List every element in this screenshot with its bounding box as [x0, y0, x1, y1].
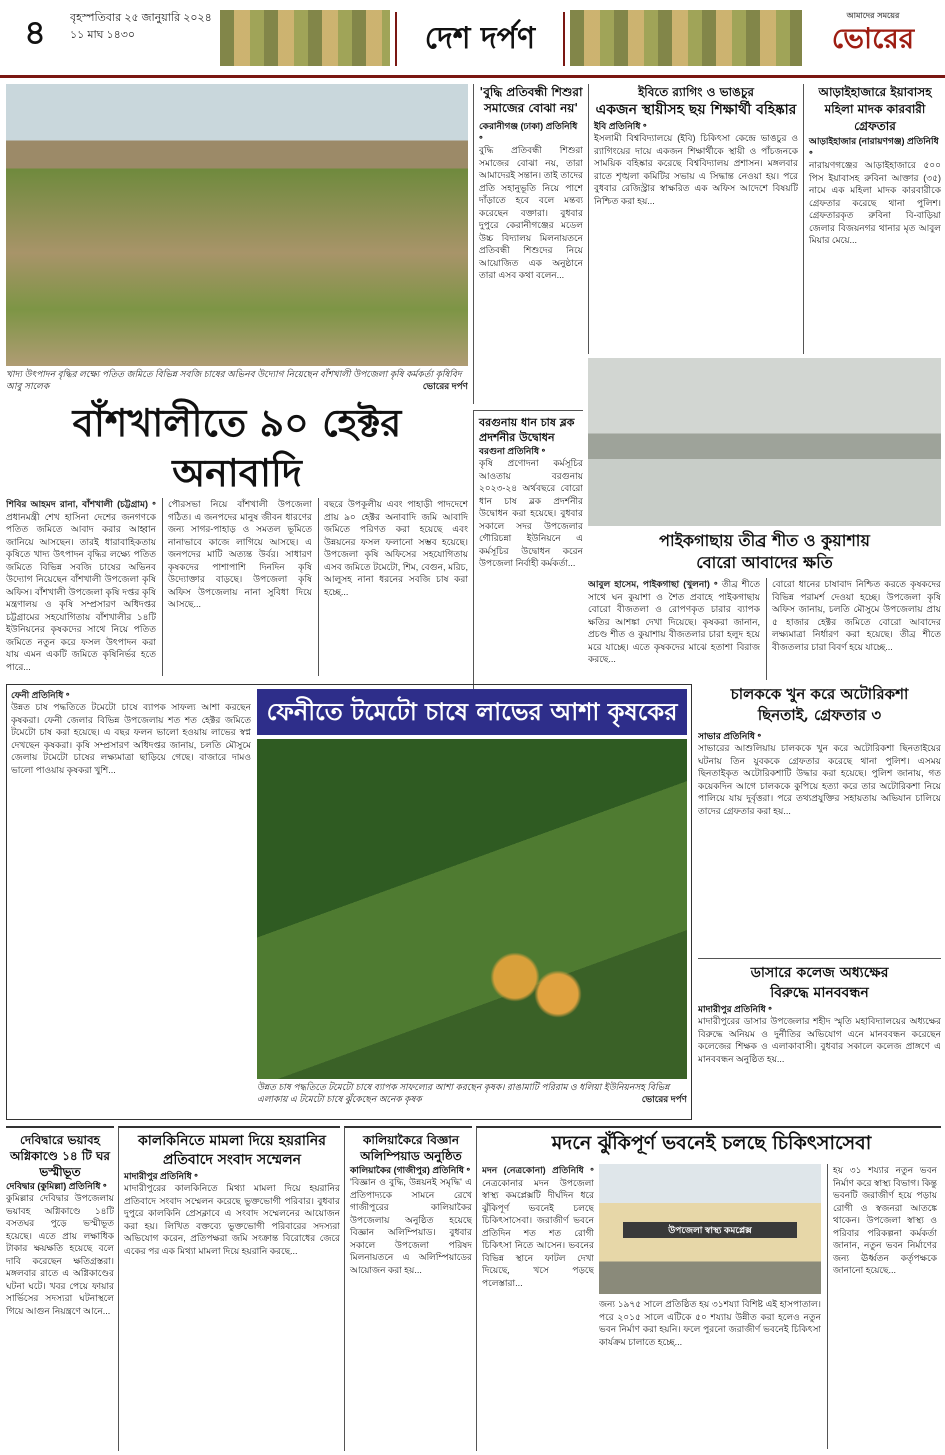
fire-text: কুমিল্লার দেবিদ্বার উপজেলায় ভয়াবহ অগ্নিকাণ্ডে ১৪টি বসতঘর পুড়ে ভস্মীভূত হয়েছে। এতে প্রায় লক্ষাধিক টাকার ক্ষয়ক্ষতি হয়েছে বলে দাবি করেছেন ক্ষতিগ্রস্তরা। মঙ্গলবার রাতে এ অগ্নিকাণ্ডের ঘটনা ঘটে। খবর পেয়ে ফায়ার সার্ভিসের সদস্যরা ঘটনাস্থলে গিয়ে আগুন নিয়ন্ত্রণে আনে... — [6, 1193, 114, 1316]
clinic-sign: উপজেলা স্বাস্থ্য কমপ্লেক্স — [623, 1222, 797, 1238]
header-photo-strip-right — [570, 10, 802, 66]
tomato-text-col — [11, 689, 251, 1117]
kalkini-headline[interactable]: কালকিনিতে মামলা দিয়ে হয়রানির প্রতিবাদে সংবাদ সম্মেলন — [138, 1133, 326, 1168]
clinic-col1-text: নেত্রকোনার মদন উপজেলা স্বাস্থ্য কমপ্লেক্সটি দীর্ঘদিন ধরে ঝুঁকিপূর্ণ ভবনেই চলছে চিকিৎসাসেবা। জরাজীর্ণ ভবনে প্রতিদিন শত শত রোগী চিকিৎসা নিতে আসেন। ভবনের বিভিন্ন স্থানে ফাটল দেখা দিয়েছে, খসে পড়ছে পলেস্তারা... — [482, 1177, 594, 1288]
paikgacha-headline[interactable] — [588, 530, 941, 574]
brand-tagline: আমাদের সময়ের — [846, 12, 900, 20]
paddy-headline[interactable]: বরগুনায় ধান চাষ ব্লক প্রদর্শনীর উদ্বোধন — [479, 416, 575, 444]
lead-col2: পৌরসভা নিয়ে বাঁশখালী উপজেলা গঠিত। এ জনপদের মানুষ জীবন ধারণের জন্য সাগর-পাহাড় ও সমতল ভূমিতে নানাভাবে কাজে লাগিয়ে আসছে। এ জনপদের মাটি অত্যন্ত উর্বর। সাধারণ কৃষকদের পাশাপাশি দিনদিন কৃষি উদ্যোক্তার বাড়ছে। উপজেলা কৃষি অফিস উপজেলায় নানা সুবিধা দিয়ে আসছে... — [162, 498, 312, 676]
tomato-photo — [257, 739, 687, 1079]
rickshaw-headline-line1: চালককে খুন করে অটোরিকশা — [730, 685, 909, 703]
paikgacha-col1-text: তীব্র শীতে সাথে ঘন কুয়াশা ও শৈত প্রবাহে পাইকগাছায় বোরো বীজতলা ও রোপণকৃত চারার ব্যাপক ক্ষতির আশঙ্কা দেখা দিয়েছে। কৃষকরা জানান, প্রচণ্ড শীত ও কুয়াশায় বীজতলার চারা হলুদ হয়ে মরে যাচ্ছে। এতে কৃষকদের মাঝে হতাশা বিরাজ করছে... — [588, 579, 760, 664]
expelled-byline: ইবি প্রতিনিধি ॰ — [594, 121, 647, 131]
dasar-headline-line2: বিরুদ্ধে মানববন্ধন — [770, 985, 869, 1001]
article-auto-rickshaw — [698, 684, 941, 952]
fire-byline: দেবিদ্বার (কুমিল্লা) প্রতিনিধি ॰ — [6, 1181, 107, 1191]
expelled-text: ইসলামী বিশ্ববিদ্যালয়ে (ইবি) চিকিৎসা কেন্দ্রে ভাঙচুর ও র‌্যাগিংয়ের দায়ে একজন শিক্ষার্থীকে স্থায়ী ও পাঁচজনকে সাময়িক বহিষ্কার করেছে বিশ্ববিদ্যালয় প্রশাসন। মঙ্গলবার রাতে শৃঙ্খলা কমিটির সভায় এ সিদ্ধান্ত নেওয়া হয়। পরে বুধবার রেজিস্ট্রার স্বাক্ষরিত এক অফিস আদেশে বিষয়টি নিশ্চিত করা হয়... — [594, 133, 798, 206]
article-olympiad — [344, 1126, 472, 1451]
rickshaw-headline-line2: ছিনতাই, গ্রেফতার ৩ — [757, 706, 882, 724]
lead-col1 — [6, 498, 156, 676]
clinic-headline[interactable]: মদনে ঝুঁকিপূর্ণ ভবনেই চলছে চিকিৎসাসেবা — [551, 1132, 872, 1154]
kalkini-byline: মাদারীপুর প্রতিনিধি ॰ — [124, 1171, 198, 1181]
lead-caption — [6, 368, 468, 394]
lead-headline[interactable] — [6, 398, 468, 498]
paikgacha-col1 — [588, 578, 760, 680]
disabled-headline[interactable]: 'বুদ্ধি প্রতিবন্ধী শিশুরা সমাজের বোঝা নয়' — [479, 85, 583, 115]
tomato-caption — [257, 1081, 687, 1117]
araihazar-byline: আড়াইহাজার (নারায়ণগঞ্জ) প্রতিনিধি ॰ — [809, 136, 939, 158]
expelled-headline[interactable]: একজন স্থায়ীসহ ছয় শিক্ষার্থী বহিষ্কার — [595, 102, 797, 118]
dasar-headline[interactable] — [698, 963, 941, 1003]
tomato-banner-headline[interactable]: ফেনীতে টমেটো চাষে লাভের আশা কৃষকের — [257, 689, 687, 735]
article-disabled — [473, 84, 583, 404]
kalkini-text: মাদারীপুরের কালকিনিতে মিথ্যা মামলা দিয়ে হয়রানির প্রতিবাদে সংবাদ সম্মেলন করেছে ভুক্তভোগী পরিবার। বুধবার দুপুরে কালকিনি প্রেসক্লাবে এ সংবাদ সম্মেলনের আয়োজন করা হয়। লিখিত বক্তব্যে ভুক্তভোগী পরিবারের সদস্যরা অভিযোগ করেন, প্রতিপক্ষরা জমি সংক্রান্ত বিরোধের জেরে একের পর এক মিথ্যা মামলা দিয়ে হয়রানি করছে... — [124, 1183, 340, 1256]
clinic-byline: মদন (নেত্রকোনা) প্রতিনিধি ॰ — [482, 1165, 594, 1175]
fire-headline[interactable]: দেবিদ্বারে ভয়াবহ অগ্নিকাণ্ডে ১৪ টি ঘর ভস্মীভূত — [10, 1133, 110, 1179]
article-fire — [6, 1126, 114, 1451]
clinic-photo — [599, 1164, 821, 1294]
rickshaw-headline[interactable] — [698, 684, 941, 726]
paikgacha-byline: আবুল হাসেম, পাইকগাছা (খুলনা) ॰ — [588, 579, 718, 589]
araihazar-text: নারায়ণগঞ্জের আড়াইহাজারে ৫০০ পিস ইয়াবাসহ রুবিনা আক্তার (৩৫) নামে এক মহিলা মাদক কারবারীকে গ্রেফতার করেছে থানা পুলিশ। গ্রেফতারকৃত রুবিনা বি-বাড়িয়া জেলার বিজয়নগর থানার মৃত আবুল মিয়ার মেয়ে... — [809, 160, 941, 245]
issue-date-line2: ১১ মাঘ ১৪৩০ — [70, 29, 136, 41]
rickshaw-byline: সাভার প্রতিনিধি ॰ — [698, 731, 762, 741]
clinic-col1 — [482, 1164, 594, 1449]
lead-headline-line1: বাঁশখালীতে ৯০ হেক্টর অনাবাদি — [72, 400, 402, 495]
lead-photo — [6, 84, 468, 366]
olympiad-headline[interactable]: কালিয়াকৈরে বিজ্ঞান অলিম্পিয়াড অনুষ্ঠিত — [360, 1133, 462, 1163]
expelled-kicker: ইবিতে র‌্যাগিং ও ভাঙচুর — [638, 85, 754, 99]
article-dasar — [698, 958, 941, 1120]
lead-col1-text: প্রধানমন্ত্রী শেখ হাসিনা দেশের জনগণকে পতিত জমিতে আবাদ করার আহ্বান জানিয়ে আসছেন। তারই ধারাবাহিকতায় কৃষিতে খাদ্য উৎপাদন বৃদ্ধির লক্ষ্যে পতিত জমিতে বিভিন্ন সবজি চাষের অভিনব উদ্যোগ নিয়েছেন বাঁশখালী উপজেলা কৃষি অফিস। বাঁশখালী উপজেলা কৃষি দপ্তর কৃষি মন্ত্রণালয় ও কৃষি সম্প্রসারণ অধিদপ্তর চট্টগ্রামের সহযোগিতায় বাঁশখালীর ১৪টি ইউনিয়নের কৃষকদের সাথে নিয়ে পতিত জমিতে নতুন করে ফসল উৎপাদন করা যায় এমন একটি জমিতে কৃষিনির্ভর হতে পারে... — [6, 511, 156, 672]
lead-caption-credit: ভোরের দর্পণ — [422, 381, 468, 391]
article-kalkini — [118, 1126, 340, 1451]
dasar-headline-line1: ডাসারে কলেজ অধ্যক্ষের — [750, 965, 889, 981]
olympiad-text: 'বিজ্ঞান ও বুদ্ধি, উন্নয়নই সমৃদ্ধি' এ প্রতিপাদ্যকে সামনে রেখে গাজীপুরের কালিয়াকৈর উপজেলায় অনুষ্ঠিত হয়েছে বিজ্ঞান অলিম্পিয়াড। বুধবার সকালে উপজেলা পরিষদ মিলনায়তনে এ অলিম্পিয়াডের আয়োজন করা হয়... — [350, 1177, 472, 1275]
brand-name: ভোরের — [831, 22, 915, 55]
page-number: ৪ — [23, 13, 47, 53]
article-araihazar — [803, 84, 941, 354]
article-paikgacha — [588, 530, 941, 680]
clinic-col3: হয় ৩১ শয্যার নতুন ভবন নির্মাণ করে স্বাস্থ্য বিভাগ। কিন্তু ভবনটি জরাজীর্ণ হয়ে পড়ায় রোগী ও স্বজনরা আতঙ্কে থাকেন। উপজেলা স্বাস্থ্য ও পরিবার পরিকল্পনা কর্মকর্তা জানান, নতুন ভবন নির্মাণের জন্য ঊর্ধ্বতন কর্তৃপক্ষকে জানানো হয়েছে... — [827, 1164, 937, 1449]
article-tomato — [6, 684, 692, 1120]
clinic-col2: জন্য ১৯৭৫ সালে প্রতিষ্ঠিত হয় ৩১শয্যা বিশিষ্ট এই হাসপাতাল। পরে ২০১৫ সালে এটিকে ৫০ শয্যায় উন্নীত করা হলেও নতুন ভবন নির্মাণ করা হয়নি। ফলে পুরনো জরাজীর্ণ ভবনেই চিকিৎসা কার্যক্রম চালাতে হচ্ছে... — [599, 1299, 821, 1347]
page-header — [0, 0, 945, 78]
rickshaw-text: সাভারের আশুলিয়ায় চালককে খুন করে অটোরিকশা ছিনতাইয়ের ঘটনায় তিন যুবককে গ্রেফতার করেছে থানা পুলিশ। এসময় ছিনতাইকৃত অটোরিকশাটি উদ্ধার করা হয়েছে। পুলিশ জানায়, গত কয়েকদিন আগে চালককে কুপিয়ে হত্যা করে তার অটোরিকশা নিয়ে পালিয়ে যায় দুর্বৃত্তরা। পরে তথ্যপ্রযুক্তির সহায়তায় অভিযান চালিয়ে তাদের গ্রেফতার করা হয়... — [698, 743, 941, 816]
paikgacha-col2: বোরো ধানের চাষাবাদ নিশ্চিত করতে কৃষকদের বিভিন্ন পরামর্শ দেওয়া হচ্ছে। উপজেলা কৃষি অফিস জানায়, চলতি মৌসুমে উপজেলায় প্রায় ৫ হাজার হেক্টর জমিতে বোরো আবাদের লক্ষ্যমাত্রা নির্ধারণ করা হয়েছে। তীব্র শীতে বীজতলার চারা বিবর্ণ হয়ে যাচ্ছে... — [766, 578, 941, 680]
lead-caption-text: খাদ্য উৎপাদন বৃদ্ধির লক্ষ্যে পতিত জমিতে বিভিন্ন সবজি চাষের অভিনব উদ্যোগ নিয়েছেন বাঁশখালী উপজেলা কৃষি কর্মকর্তা কৃষিবিদ আবু সালেক — [6, 369, 462, 391]
issue-date-line1: বৃহস্পতিবার ২৫ জানুয়ারি ২০২৪ — [70, 12, 212, 24]
paddy-text: কৃষি প্রণোদনা কর্মসূচির আওতায় বরগুনায় ২০২৩-২৪ অর্থবছরে বোরো ধান চাষ ব্লক প্রদর্শনীর উদ্বোধন করা হয়েছে। বুধবার সকালে সদর উপজেলার গৌরিচন্না ইউনিয়নে এ কর্মসূচির উদ্বোধন করেন উপজেলা নির্বাহী কর্মকর্তা... — [479, 458, 583, 568]
lead-byline: শিবির আহমদ রানা, বাঁশখালী (চট্টগ্রাম) ॰ — [6, 499, 156, 509]
tomato-byline: ফেনী প্রতিনিধি ॰ — [11, 690, 70, 700]
lead-col3: বছরে উপকূলীয় এবং পাহাড়ী পাদদেশে প্রায় ৯০ হেক্টর অনাবাদি জমি আবাদি জমিতে পরিণত করা হয়েছে এবং উন্নয়নের ফসল ফলানো সম্ভব হয়েছে। উপজেলা কৃষি অফিসের সহযোগিতায় এসব জমিতে টমেটো, শিম, বেগুন, মরিচ, আলুসহ নানা ধরনের সবজি চাষ করা হচ্ছে... — [318, 498, 468, 676]
article-clinic — [476, 1126, 941, 1451]
araihazar-headline[interactable]: আড়াইহাজারে ইয়াবাসহ মহিলা মাদক কারবারী গ্রেফতার — [818, 85, 932, 133]
paddy-field-photo — [588, 358, 941, 526]
paddy-byline: বরগুনা প্রতিনিধি ॰ — [479, 446, 546, 456]
lead-body — [6, 498, 468, 676]
tomato-text: উন্নত চাষ পদ্ধতিতে টমেটো চাষে ব্যাপক সাফল্য আশা করছেন কৃষকরা। ফেনী জেলার বিভিন্ন উপজেলায় শত শত হেক্টর জমিতে টমেটো চাষ করা হয়েছে। এ বছর ফলন ভালো হওয়ায় লাভের স্বপ্ন দেখছেন কৃষকরা। কৃষি সম্প্রসারণ অধিদপ্তর জানায়, চলতি মৌসুমে জেলায় টমেটো চাষের লক্ষ্যমাত্রা ছাড়িয়ে গেছে। বাজারে দামও ভালো পাওয়ায় কৃষকরা খুশি... — [11, 702, 251, 775]
article-paddy — [473, 410, 583, 690]
section-title: দেশ দর্পণ — [395, 12, 565, 66]
dasar-byline: মাদারীপুর প্রতিনিধি ॰ — [698, 1004, 772, 1014]
dasar-text: মাদারীপুরের ডাসার উপজেলার শহীদ স্মৃতি মহাবিদ্যালয়ের অধ্যক্ষের বিরুদ্ধে অনিয়ম ও দুর্নীতির অভিযোগ এনে মানববন্ধন করেছেন কলেজের শিক্ষক ও এলাকাবাসী। বুধবার সকালে কলেজ প্রাঙ্গণে এ মানববন্ধন অনুষ্ঠিত হয়... — [698, 1016, 941, 1064]
paikgacha-headline-line2: বোরো আবাদের ক্ষতি — [696, 553, 833, 572]
article-expelled — [588, 84, 798, 354]
disabled-byline: কেরানীগঞ্জ (ঢাকা) প্রতিনিধি ॰ — [479, 121, 578, 143]
newspaper-brand[interactable] — [808, 12, 938, 66]
olympiad-byline: কালিয়াকৈর (গাজীপুর) প্রতিনিধি ॰ — [350, 1165, 471, 1175]
disabled-text: বুদ্ধি প্রতিবন্ধী শিশুরা সমাজের বোঝা নয়, তারা আমাদেরই সন্তান। তাই তাদের প্রতি সহানুভূতি নিয়ে পাশে দাঁড়াতে হবে বলে মন্তব্য করেছেন বক্তারা। বুধবার দুপুরে কেরানীগঞ্জের মডেল উচ্চ বিদ্যালয় মিলনায়তনে প্রতিবন্ধী শিশুদের নিয়ে আয়োজিত এক অনুষ্ঠানে তারা এসব কথা বলেন... — [479, 145, 583, 280]
paikgacha-headline-line1: পাইকগাছায় তীব্র শীত ও কুয়াশায় — [659, 531, 870, 550]
tomato-caption-text: উন্নত চাষ পদ্ধতিতে টমেটো চাষে ব্যাপক সাফল্যের আশা করছেন কৃষক। রাঙামাটি পরিরাম ও ধলিয়া ইউনিয়নসহ বিভিন্ন এলাকায় এ টমেটো চাষে ঝুঁকেছেন অনেক কৃষক — [257, 1082, 670, 1104]
tomato-caption-credit: ভোরের দর্পণ — [641, 1094, 687, 1104]
header-photo-strip-left — [220, 10, 390, 66]
